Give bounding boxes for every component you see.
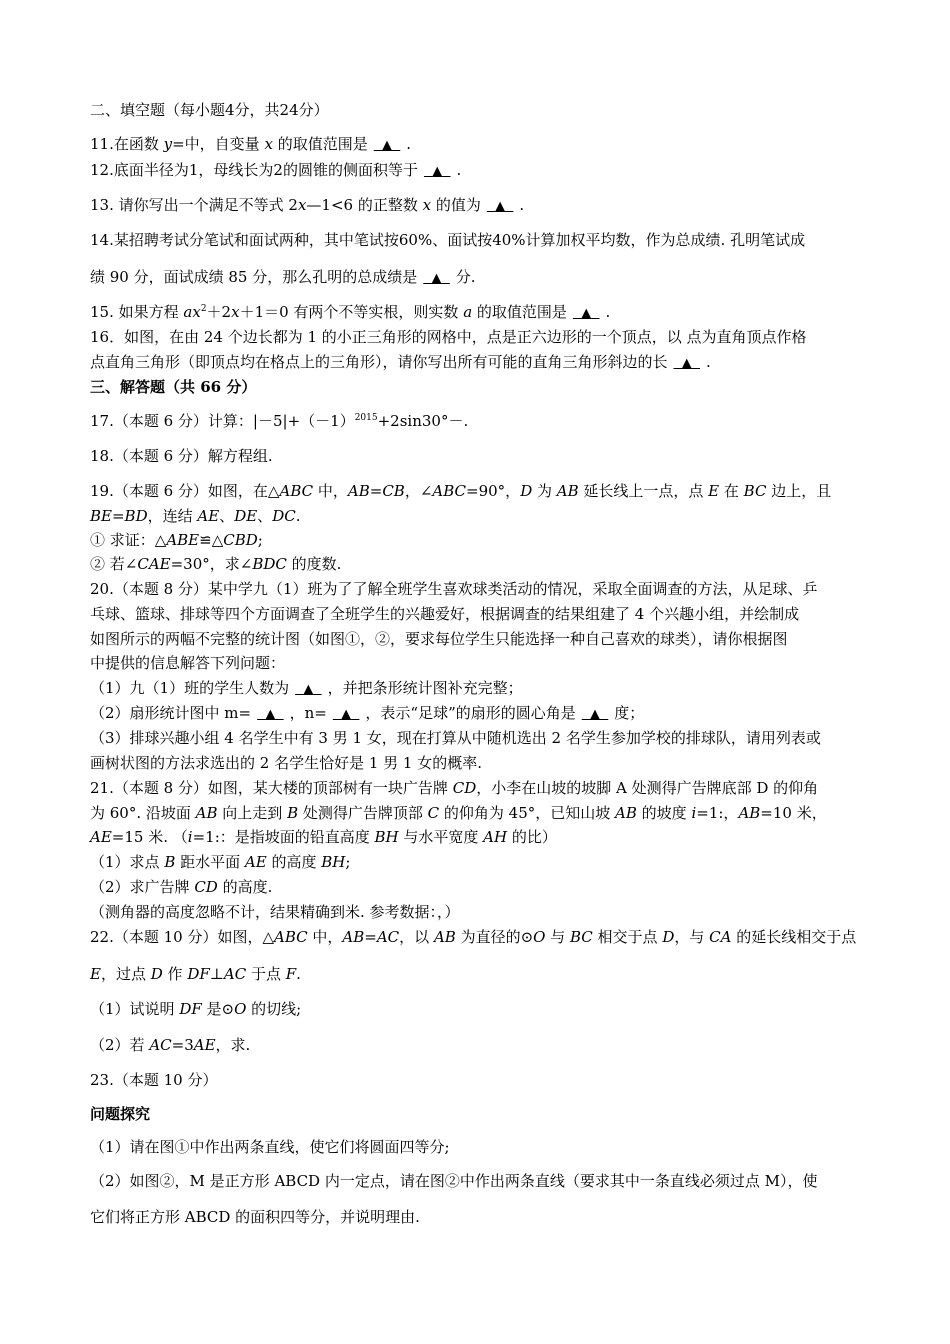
question-19-line-2: BE=BD，连结 AE、DE、DC. [90, 507, 301, 525]
question-12: 12.底面半径为1，母线长为2的圆锥的侧面积等于 ▲ . [90, 159, 870, 183]
question-15: 15. 如果方程 $ax^2+2x+1=0$ 有两个不等实根，则实数 a 的取值范围是 ▲ . [90, 301, 870, 325]
question-18: 18.（本题 6 分）解方程组. [90, 447, 273, 465]
question-16-line-2: 点直角三角形（即顶点均在格点上的三角形），请你写出所有可能的直角三角形斜边的长 ▲ . [90, 351, 870, 375]
question-21-line-2: 为 60°. 沿坡面 AB 向上走到 B 处测得广告牌顶部 C 的仰角为 45°，已知山坡 AB 的坡度 i=1:，AB=10 米， [90, 804, 827, 822]
question-11: 11.在函数 y=中，自变量 x 的取值范围是 ▲ . [90, 133, 870, 157]
question-22-line-1: 22.（本题 10 分）如图，△ABC 中，AB=AC，以 AB 为直径的⊙O 与 BC 相交于点 D，与 CA 的延长线相交于点 [90, 928, 857, 946]
answer-blank: ▲ [431, 271, 442, 286]
answer-blank: ▲ [381, 138, 392, 153]
question-14-line-2: 绩 90 分，面试成绩 85 分，那么孔明的总成绩是 ▲ 分. [90, 266, 870, 290]
question-22-line-2: E，过点 D 作 DF⊥AC 于点 F. [90, 965, 301, 983]
question-20-part-3-line-1: （3）排球兴趣小组 4 名学生中有 3 男 1 女，现在打算从中随机选出 2 名学生参加学校的排球队，请用列表或 [90, 729, 821, 747]
answer-blank: ▲ [432, 164, 443, 179]
question-16-line-1: 16．如图，在由 24 个边长都为 1 的小正三角形的网格中，点是正六边形的一个顶点，以 点为直角顶点作格 [90, 328, 807, 346]
answer-blank: ▲ [265, 707, 276, 722]
question-23-part-1: （1）请在图①中作出两条直线，使它们将圆面四等分; [90, 1138, 450, 1156]
question-22-part-1: （1）试说明 DF 是⊙O 的切线; [90, 1000, 302, 1018]
section-2-title: 二、填空题（每小题4分，共24分） [90, 101, 329, 119]
question-14-line-1: 14.某招聘考试分笔试和面试两种，其中笔试按60%、面试按40%计算加权平均数，作为总成绩. 孔明笔试成 [90, 231, 806, 249]
question-20-line-4: 中提供的信息解答下列问题： [90, 654, 286, 672]
answer-blank: ▲ [341, 707, 352, 722]
question-23-subtitle: 问题探究 [90, 1105, 151, 1123]
question-21-line-1: 21.（本题 8 分）如图，某大楼的顶部树有一块广告牌 CD，小李在山坡的坡脚 A 处测得广告牌底部 D 的仰角 [90, 779, 819, 797]
question-13: 13. 请你写出一个满足不等式 2x—1<6 的正整数 x 的值为 ▲ . [90, 194, 870, 218]
answer-blank: ▲ [303, 682, 314, 697]
question-21-part-2: （2）求广告牌 CD 的高度. [90, 878, 273, 896]
question-23-part-2-line-1: （2）如图②，M 是正方形 ABCD 内一定点，请在图②中作出两条直线（要求其中一条直线必须过点 M），使 [90, 1172, 818, 1190]
question-20-part-3-line-2: 画树状图的方法求选出的 2 名学生恰好是 1 男 1 女的概率. [90, 754, 483, 772]
section-3-title: 三、解答题（共 66 分） [90, 378, 257, 396]
question-20-part-2: （2）扇形统计图中 m= ▲ ，n= ▲ ，表示“足球”的扇形的圆心角是 ▲ 度； [90, 702, 870, 726]
question-21-part-1: （1）求点 B 距水平面 AE 的高度 BH; [90, 853, 351, 871]
answer-blank: ▲ [681, 356, 692, 371]
answer-blank: ▲ [581, 306, 592, 321]
question-21-note: （测角器的高度忽略不计，结果精确到米. 参考数据：，） [90, 903, 460, 921]
question-22-part-2: （2）若 AC=3AE，求. [90, 1036, 251, 1054]
question-23-title: 23.（本题 10 分） [90, 1071, 218, 1089]
answer-blank: ▲ [495, 199, 506, 214]
question-20-line-1: 20.（本题 8 分）某中学九（1）班为了了解全班学生喜欢球类活动的情况，采取全面调查的方法，从足球、乒 [90, 580, 818, 598]
question-21-line-3: AE=15 米. （i=1:：是指坡面的铅直高度 BH 与水平宽度 AH 的比） [90, 828, 557, 846]
question-17: 17.（本题 6 分）计算：$|-5|+(-1)^{2015}+2\sin 30^\circ-$. [90, 412, 469, 430]
question-20-line-3: 如图所示的两幅不完整的统计图（如图①，②，要求每位学生只能选择一种自己喜欢的球类），请你根据图 [90, 630, 788, 648]
answer-blank: ▲ [590, 707, 601, 722]
question-19-line-1: 19.（本题 6 分）如图，在△ABC 中，AB=CB，∠ABC=90°，D 为 AB 延长线上一点，点 E 在 BC 边上，且 [90, 482, 832, 500]
question-20-line-2: 乓球、篮球、排球等四个方面调查了全班学生的兴趣爱好，根据调查的结果组建了 4 个兴趣小组，并绘制成 [90, 605, 800, 623]
question-20-part-1: （1）九（1）班的学生人数为 ▲ ，并把条形统计图补充完整； [90, 677, 870, 701]
question-19-part-1: ① 求证：△ABE≌△CBD; [90, 531, 263, 549]
question-19-part-2: ② 若∠CAE=30°，求∠BDC 的度数. [90, 555, 342, 573]
question-23-part-2-line-2: 它们将正方形 ABCD 的面积四等分，并说明理由. [90, 1208, 420, 1226]
